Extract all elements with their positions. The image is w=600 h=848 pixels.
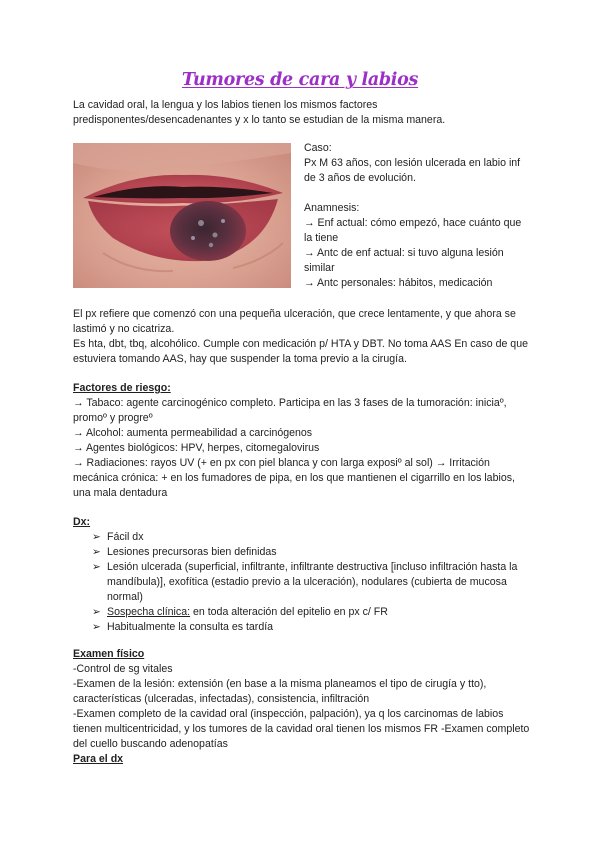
case-label: Caso:	[304, 142, 332, 154]
history-paragraph: Es hta, dbt, tbq, alcohólico. Cumple con medicación p/ HTA y DBT. No toma AAS En caso de que estuviera tomando AAS, hay que suspender la toma previo a la cirugía.	[73, 338, 528, 365]
list-item: ➢ Lesiones precursoras bien definidas	[92, 546, 277, 558]
exam-heading: Examen físico	[73, 648, 145, 660]
dx-section	[73, 515, 533, 635]
anamnesis-label: Anamnesis:	[304, 202, 360, 214]
anamnesis-item: → Antc de enf actual: si tuvo alguna lesión similar	[304, 247, 504, 274]
risk-section	[73, 381, 533, 501]
suspicion-label: Sospecha clínica:	[107, 606, 191, 618]
dx-subheading: Para el dx	[73, 753, 124, 765]
exam-line: -Examen completo de la cavidad oral (inspección, palpación), ya q los carcinomas de labios tienen multicentricidad, y los tumores de la cavidad oral tienen los mismos FR -Examen completo del cuello buscando adenopatías	[73, 708, 530, 750]
risk-item: → Agentes biológicos: HPV, herpes, citomegalovirus	[73, 442, 320, 454]
risk-heading: Factores de riesgo:	[73, 382, 171, 394]
list-item	[73, 605, 533, 620]
anamnesis-item: → Antc personales: hábitos, medicación	[304, 277, 493, 289]
lip-lesion-image	[73, 143, 291, 288]
page-title: Tumores de cara y labios	[181, 70, 419, 90]
risk-item: → Tabaco: agente carcinogénico completo. Participa en las 3 fases de la tumoración: iniciaº, promoº y progreº	[73, 397, 507, 424]
dx-list	[73, 530, 533, 635]
list-item: ➢ Lesión ulcerada (superficial, infiltrante, infiltrante destructiva [incluso infiltración hasta la mandíbula)], exofítica (estadio previo a la ulceración), nodulares (cubierta de mucosa normal)	[92, 561, 518, 603]
case-description: Px M 63 años, con lesión ulcerada en labio inf de 3 años de evolución.	[304, 157, 521, 184]
arrow-bullet-icon: ➢	[92, 531, 101, 543]
lip-lesion-photo	[73, 143, 291, 288]
case-box	[304, 141, 529, 291]
history-section	[73, 307, 533, 367]
risk-item: → Radiaciones: rayos UV (+ en px con piel blanca y con larga exposiº al sol) → Irritación mecánica crónica: + en los fumadores de pipa, en los que mantienen el cigarrillo en los labios, una mala dentadura	[73, 457, 515, 499]
arrow-bullet-icon: ➢	[92, 561, 101, 573]
dx-heading: Dx:	[73, 516, 91, 528]
suspicion-text: en toda alteración del epitelio en px c/ FR	[190, 606, 388, 618]
arrow-bullet-icon: ➢	[92, 546, 101, 558]
arrow-bullet-icon: ➢	[92, 606, 101, 618]
exam-section	[73, 647, 533, 767]
anamnesis-item: → Enf actual: cómo empezó, hace cuánto que la tiene	[304, 217, 522, 244]
list-item: ➢ Fácil dx	[92, 531, 144, 543]
list-item: ➢ Habitualmente la consulta es tardía	[92, 621, 274, 633]
exam-line: -Examen de la lesión: extensión (en base a la misma planeamos el tipo de cirugía y tto), características (ulceradas, infectadas), consistencia, infiltración	[73, 678, 487, 705]
exam-line: -Control de sg vitales	[73, 663, 173, 675]
risk-item: → Alcohol: aumenta permeabilidad a carcinógenos	[73, 427, 313, 439]
arrow-bullet-icon: ➢	[92, 621, 101, 633]
history-paragraph: El px refiere que comenzó con una pequeña ulceración, que crece lentamente, y que ahora se lastimó y no cicatriza.	[73, 308, 516, 335]
intro-paragraph: La cavidad oral, la lengua y los labios tienen los mismos factores predisponentes/desencadenantes y x lo tanto se estudian de la misma manera.	[73, 99, 446, 126]
